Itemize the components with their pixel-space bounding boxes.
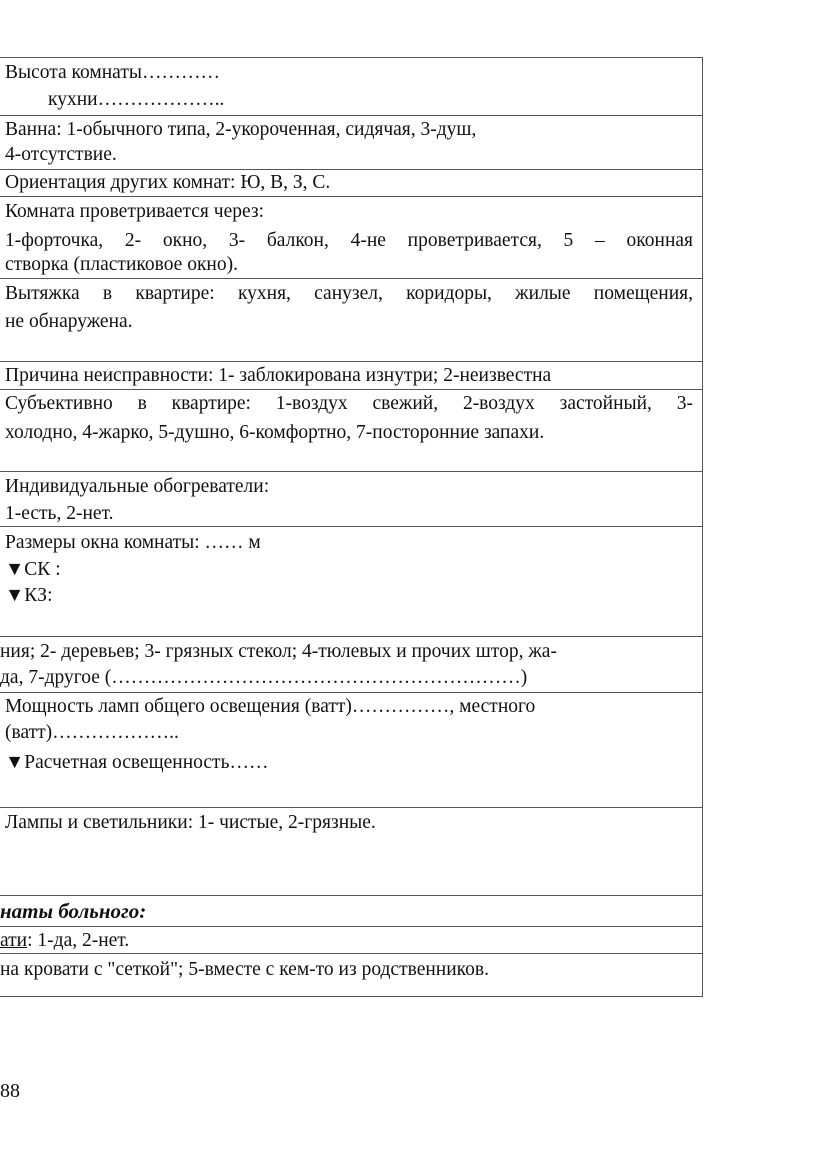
exhaust-line-2: не обнаружена. <box>5 311 133 332</box>
ventilation-options-line-2: створка (пластиковое окно). <box>5 254 238 275</box>
heaters-line: Индивидуальные обогреватели: <box>5 476 270 497</box>
row-divider <box>0 57 703 58</box>
sk-line: ▼СК : <box>5 559 61 580</box>
ventilation-line: Комната проветривается через: <box>5 201 265 222</box>
lamp-power-line: Мощность ламп общего освещения (ватт)……………, местного <box>5 696 536 717</box>
row-divider <box>0 953 703 954</box>
lamp-power-line-2: (ватт)……………….. <box>5 722 179 743</box>
bed-line-options: : 1-да, 2-нет. <box>27 930 130 951</box>
bed-line <box>0 929 129 953</box>
table-right-border <box>702 57 703 997</box>
row-divider <box>0 895 703 896</box>
row-divider <box>0 361 703 362</box>
page-number: 88 <box>0 1080 20 1102</box>
heaters-line-2: 1-есть, 2-нет. <box>5 503 114 524</box>
section-heading: наты больного: <box>0 899 147 923</box>
bed-line-underlined: ати <box>0 930 28 951</box>
window-size-line: Размеры окна комнаты: …… м <box>5 532 261 553</box>
row-divider <box>0 807 703 808</box>
room-orientation-line: Ориентация других комнат: Ю, В, З, С. <box>5 172 331 193</box>
lamps-condition-line: Лампы и светильники: 1- чистые, 2-грязные. <box>5 812 376 833</box>
shading-line: ния; 2- деревьев; 3- грязных стекол; 4-тюлевых и прочих штор, жа- <box>0 641 557 662</box>
row-divider <box>0 926 703 927</box>
row-divider <box>0 692 703 693</box>
subjective-line-2: холодно, 4-жарко, 5-душно, 6-комфортно, 7-посторонние запахи. <box>5 422 545 443</box>
kitchen-height-line: кухни……………….. <box>48 89 225 110</box>
row-divider <box>0 278 703 279</box>
row-divider <box>0 996 703 997</box>
bath-type-line-2: 4-отсутствие. <box>5 144 117 165</box>
room-height-line: Высота комнаты………… <box>5 62 220 83</box>
row-divider <box>0 389 703 390</box>
malfunction-cause-line: Причина неисправности: 1- заблокирована изнутри; 2-неизвестна <box>5 365 552 386</box>
kz-line: ▼КЗ: <box>5 585 53 606</box>
row-divider <box>0 115 703 116</box>
sleeping-arrangement-line: на кровати с "сеткой"; 5-вместе с кем-то из родственников. <box>0 959 489 980</box>
bath-type-line: Ванна: 1-обычного типа, 2-укороченная, сидячая, 3-душ, <box>5 119 477 140</box>
shading-line-2: да, 7-другое (………………………………………………………) <box>0 667 528 688</box>
row-divider <box>0 169 703 170</box>
subjective-line: Субъективно в квартире: 1-воздух свежий, 2-воздух застойный, 3- <box>5 393 693 414</box>
illumination-line: ▼Расчетная освещенность…… <box>5 752 269 773</box>
row-divider <box>0 196 703 197</box>
ventilation-options-line: 1-форточка, 2- окно, 3- балкон, 4-не проветривается, 5 – оконная <box>5 230 693 251</box>
row-divider <box>0 471 703 472</box>
row-divider <box>0 636 703 637</box>
exhaust-line: Вытяжка в квартире: кухня, санузел, коридоры, жилые помещения, <box>5 283 693 304</box>
row-divider <box>0 526 703 527</box>
